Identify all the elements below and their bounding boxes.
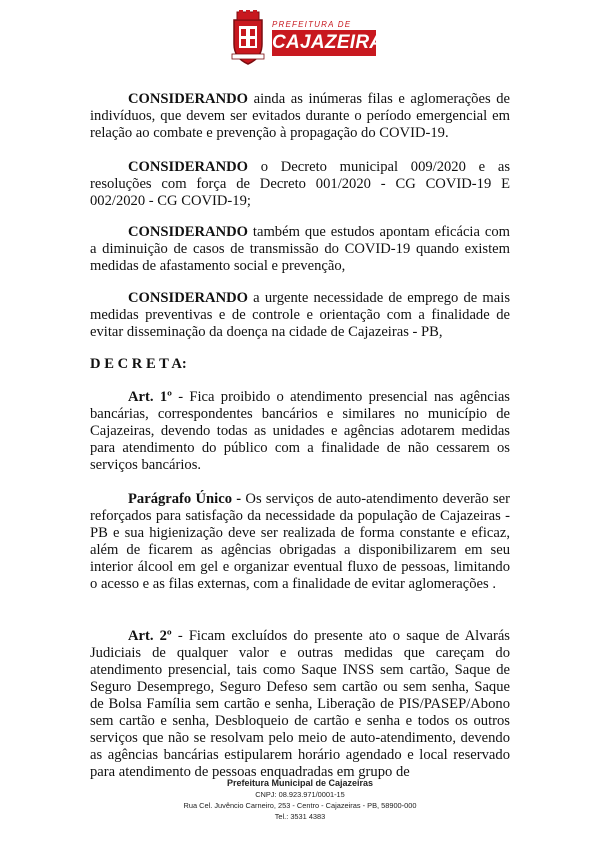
- paragraph-body: - Fica proibido o atendimento presencial nas agências bancárias, correspondentes bancários e similares no município de Cajazeiras, devendo todas as unidades e agências adotarem medidas para atendimento do público com a finalidade de não cessarem os serviços bancários.: [90, 389, 510, 473]
- decreta-heading: [90, 356, 510, 373]
- paragraph-considerando-3: [90, 224, 510, 275]
- paragrafo-unico: [90, 491, 510, 593]
- paragraph-considerando-2: [90, 159, 510, 210]
- logo-prefeitura-text: PREFEITURA DE: [272, 20, 352, 29]
- paragraph-lead: CONSIDERANDO: [128, 224, 249, 240]
- article-2: [90, 628, 510, 781]
- paragraph-considerando-1: [90, 91, 510, 142]
- footer-name: Prefeitura Municipal de Cajazeiras: [226, 778, 374, 788]
- paragraph-body: ainda as inúmeras filas e aglomerações de indivíduos, que devem ser evitados durante o período emergencial em relação ao combate e prevenção à propagação do COVID-19.: [90, 91, 510, 141]
- footer-cnpj: CNPJ: 08.923.971/0001-15: [255, 790, 345, 799]
- article-1: [90, 389, 510, 474]
- paragraph-lead: CONSIDERANDO: [128, 91, 249, 107]
- paragraph-lead: Art. 2º: [128, 628, 172, 644]
- logo-city-name: CAJAZEIRAS: [272, 30, 376, 56]
- paragraph-considerando-4: [90, 290, 510, 341]
- paragraph-lead: CONSIDERANDO: [128, 159, 249, 175]
- paragraph-lead: Art. 1º: [128, 389, 172, 405]
- footer-phone: Tel.: 3531 4383: [274, 812, 326, 821]
- paragraph-body: o Decreto municipal 009/2020 e as resoluções com força de Decreto 001/2020 - CG COVID-19 E 002/2020 - CG COVID-19;: [90, 159, 510, 209]
- paragraph-body: a urgente necessidade de emprego de mais medidas preventivas e de controle e orientação com a finalidade de evitar disseminação da doença na cidade de Cajazeiras - PB,: [90, 290, 510, 340]
- paragraph-lead: D E C R E T A:: [90, 356, 187, 372]
- paragraph-body: - Ficam excluídos do presente ato o saque de Alvarás Judiciais de qualquer valor e outras medidas que careçam do atendimento presencial, tais como Saque INSS sem cartão, Saque de Seguro Desemprego, Seguro Defeso sem cartão ou sem senha, Saque de Bolsa Família sem cartão e senha, Liberação de PIS/PASEP/Abono sem cartão e senha, Desbloqueio de cartão e senha e todos os outros serviços que não se resolvam pelo meio de auto-atendimento, devendo as agências bancárias estipularem horário agendado e local reservado para atendimento de pessoas enquadradas em grupo de: [90, 628, 510, 780]
- city-crest-icon: [228, 10, 268, 66]
- paragraph-body: também que estudos apontam eficácia com a diminuição de casos de transmissão do COVID-19 quando existem medidas de afastamento social e prevenção,: [90, 224, 510, 274]
- paragraph-body: Os serviços de auto-atendimento deverão ser reforçados para satisfação da necessidade da população de Cajazeiras - PB e sua higienização deve ser realizada de forma constante e eficaz, além de ficarem as agências obrigadas a disponibilizarem em seu interior álcool em gel e organizar eventual fluxo de pessoas, limitando o acesso e as filas externas, com a finalidade de evitar aglomerações .: [90, 491, 510, 592]
- footer-address: Rua Cel. Juvêncio Carneiro, 253 - Centro - Cajazeiras - PB, 58900-000: [183, 801, 417, 810]
- page-footer: [140, 778, 460, 822]
- paragraph-lead: CONSIDERANDO: [128, 290, 249, 306]
- prefeitura-logo: [228, 10, 397, 68]
- paragraph-lead: Parágrafo Único -: [128, 491, 242, 507]
